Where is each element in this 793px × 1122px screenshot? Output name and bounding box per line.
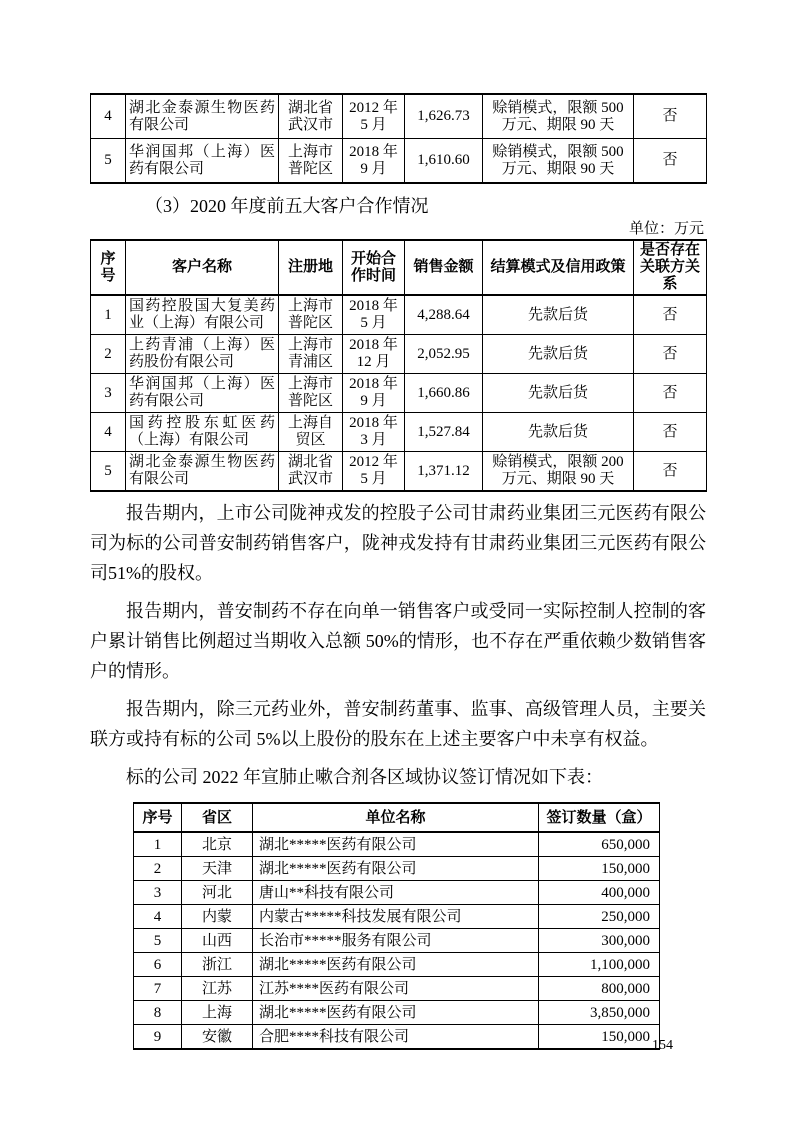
table-row <box>91 335 707 374</box>
cell-province: 内蒙 <box>182 905 253 929</box>
cell-province: 浙江 <box>182 953 253 977</box>
cell-customer: 华润国邦（上海）医药有限公司 <box>126 139 279 184</box>
cell-seq: 5 <box>91 139 126 184</box>
page-content <box>90 0 706 1050</box>
cell-unit: 唐山**科技有限公司 <box>253 881 539 905</box>
cell-amount: 2,052.95 <box>405 335 483 374</box>
cell-unit: 合肥****科技有限公司 <box>253 1025 539 1050</box>
cell-qty: 150,000 <box>539 857 660 881</box>
cell-qty: 150,000 <box>539 1025 660 1050</box>
paragraph-interests: 报告期内，除三元药业外，普安制药董事、监事、高级管理人员，主要关联方或持有标的公司 5%以上股份的股东在上述主要客户中未享有权益。 <box>90 699 706 749</box>
section-heading: （3）2020 年度前五大客户合作情况 <box>145 196 429 216</box>
cell-start: 2012 年 5 月 <box>343 94 405 139</box>
cell-location: 湖北省武汉市 <box>279 94 343 139</box>
cell-location: 上海自贸区 <box>279 413 343 452</box>
table-row <box>134 1025 660 1050</box>
cell-unit: 湖北*****医药有限公司 <box>253 1001 539 1025</box>
header-unit-name: 单位名称 <box>253 803 539 832</box>
cell-related: 否 <box>634 374 707 413</box>
cell-province: 天津 <box>182 857 253 881</box>
cell-related: 否 <box>634 335 707 374</box>
cell-seq: 2 <box>91 335 126 374</box>
cell-related: 否 <box>634 139 707 184</box>
header-province: 省区 <box>182 803 253 832</box>
table-row <box>134 977 660 1001</box>
cell-seq: 8 <box>134 1001 182 1025</box>
cell-policy: 先款后货 <box>483 413 634 452</box>
cell-customer: 华润国邦（上海）医药有限公司 <box>126 374 279 413</box>
paragraph-related-party: 报告期内，上市公司陇神戎发的控股子公司甘肃药业集团三元医药有限公司为标的公司普安制药销售客户，陇神戎发持有甘肃药业集团三元医药有限公司51%的股权。 <box>90 503 706 583</box>
table-row <box>134 832 660 857</box>
cell-seq: 1 <box>91 295 126 335</box>
cell-related: 否 <box>634 94 707 139</box>
cell-start: 2018 年 9 月 <box>343 139 405 184</box>
cell-seq: 5 <box>134 929 182 953</box>
cell-seq: 9 <box>134 1025 182 1050</box>
cell-policy: 先款后货 <box>483 374 634 413</box>
cell-qty: 800,000 <box>539 977 660 1001</box>
cell-qty: 1,100,000 <box>539 953 660 977</box>
body-paragraphs <box>90 498 706 792</box>
cell-seq: 1 <box>134 832 182 857</box>
header-seq: 序号 <box>134 803 182 832</box>
header-amount: 销售金额 <box>405 240 483 295</box>
cell-unit: 湖北*****医药有限公司 <box>253 857 539 881</box>
cell-amount: 1,371.12 <box>405 452 483 492</box>
cell-start: 2018 年 5 月 <box>343 295 405 335</box>
cell-start: 2018 年 3 月 <box>343 413 405 452</box>
cell-customer: 国药控股东虹医药（上海）有限公司 <box>126 413 279 452</box>
cell-unit: 内蒙古*****科技发展有限公司 <box>253 905 539 929</box>
table-row <box>134 953 660 977</box>
header-seq: 序号 <box>91 240 126 295</box>
cell-province: 山西 <box>182 929 253 953</box>
cell-policy: 先款后货 <box>483 295 634 335</box>
cell-policy: 赊销模式，限额 200 万元、期限 90 天 <box>483 452 634 492</box>
cell-seq: 4 <box>134 905 182 929</box>
table-row <box>91 452 707 492</box>
cell-unit: 湖北*****医药有限公司 <box>253 832 539 857</box>
table-row <box>91 139 707 184</box>
cell-province: 河北 <box>182 881 253 905</box>
cell-customer: 国药控股国大复美药业（上海）有限公司 <box>126 295 279 335</box>
top5-customers-2020-table <box>90 239 707 492</box>
cell-qty: 3,850,000 <box>539 1001 660 1025</box>
cell-amount: 1,527.84 <box>405 413 483 452</box>
cell-amount: 1,610.60 <box>405 139 483 184</box>
cell-customer: 湖北金泰源生物医药有限公司 <box>126 452 279 492</box>
table-header-row <box>134 803 660 832</box>
top5-customers-continuation-table <box>90 93 707 184</box>
table-row <box>134 857 660 881</box>
cell-policy: 赊销模式，限额 500 万元、期限 90 天 <box>483 94 634 139</box>
cell-amount: 1,626.73 <box>405 94 483 139</box>
cell-seq: 3 <box>91 374 126 413</box>
table-row <box>134 881 660 905</box>
cell-seq: 2 <box>134 857 182 881</box>
unit-label: 单位：万元 <box>628 221 704 237</box>
cell-related: 否 <box>634 295 707 335</box>
cell-qty: 300,000 <box>539 929 660 953</box>
regional-agreements-table <box>133 802 660 1050</box>
cell-seq: 4 <box>91 413 126 452</box>
cell-unit: 江苏****医药有限公司 <box>253 977 539 1001</box>
cell-qty: 400,000 <box>539 881 660 905</box>
cell-seq: 3 <box>134 881 182 905</box>
cell-seq: 6 <box>134 953 182 977</box>
table-row <box>134 1001 660 1025</box>
header-related: 是否存在关联方关系 <box>634 240 707 295</box>
cell-related: 否 <box>634 413 707 452</box>
cell-location: 湖北省武汉市 <box>279 452 343 492</box>
cell-amount: 4,288.64 <box>405 295 483 335</box>
table-row <box>134 929 660 953</box>
cell-location: 上海市普陀区 <box>279 139 343 184</box>
cell-qty: 650,000 <box>539 832 660 857</box>
cell-start: 2018 年 12 月 <box>343 335 405 374</box>
table-row <box>91 94 707 139</box>
cell-location: 上海市普陀区 <box>279 295 343 335</box>
cell-location: 上海市普陀区 <box>279 374 343 413</box>
cell-start: 2018 年 9 月 <box>343 374 405 413</box>
header-location: 注册地 <box>279 240 343 295</box>
header-start: 开始合作时间 <box>343 240 405 295</box>
header-policy: 结算模式及信用政策 <box>483 240 634 295</box>
table-header-row <box>91 240 707 295</box>
page-number: 154 <box>652 1038 673 1053</box>
cell-seq: 5 <box>91 452 126 492</box>
cell-qty: 250,000 <box>539 905 660 929</box>
cell-customer: 湖北金泰源生物医药有限公司 <box>126 94 279 139</box>
table-row <box>91 374 707 413</box>
cell-amount: 1,660.86 <box>405 374 483 413</box>
paragraph-table-intro: 标的公司 2022 年宣肺止嗽合剂各区域协议签订情况如下表： <box>126 767 603 787</box>
cell-location: 上海市青浦区 <box>279 335 343 374</box>
table-row <box>91 295 707 335</box>
cell-province: 江苏 <box>182 977 253 1001</box>
paragraph-concentration: 报告期内，普安制药不存在向单一销售客户或受同一实际控制人控制的客户累计销售比例超过当期收入总额 50%的情形，也不存在严重依赖少数销售客户的情形。 <box>90 601 706 681</box>
cell-start: 2012 年 5 月 <box>343 452 405 492</box>
cell-unit: 湖北*****医药有限公司 <box>253 953 539 977</box>
cell-province: 安徽 <box>182 1025 253 1050</box>
cell-policy: 赊销模式，限额 500 万元、期限 90 天 <box>483 139 634 184</box>
cell-province: 北京 <box>182 832 253 857</box>
cell-seq: 7 <box>134 977 182 1001</box>
header-customer: 客户名称 <box>126 240 279 295</box>
table-row <box>134 905 660 929</box>
cell-unit: 长治市*****服务有限公司 <box>253 929 539 953</box>
cell-policy: 先款后货 <box>483 335 634 374</box>
table-row <box>91 413 707 452</box>
cell-related: 否 <box>634 452 707 492</box>
header-quantity: 签订数量（盒） <box>539 803 660 832</box>
cell-customer: 上药青浦（上海）医药股份有限公司 <box>126 335 279 374</box>
cell-province: 上海 <box>182 1001 253 1025</box>
cell-seq: 4 <box>91 94 126 139</box>
